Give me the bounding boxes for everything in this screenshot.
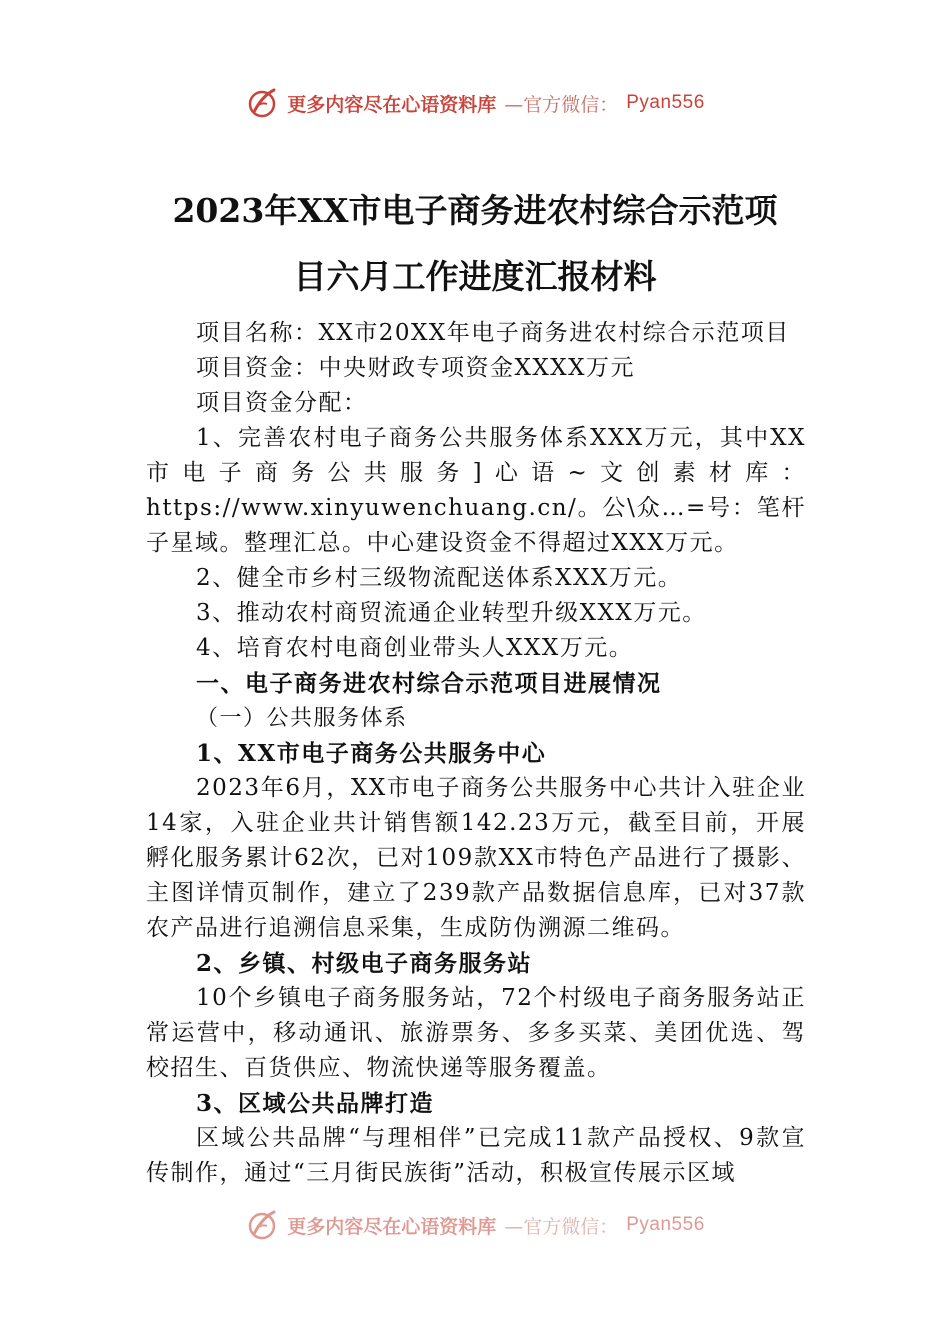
allocation-item-1: 1、完善农村电子商务公共服务体系XXX万元，其中XX市电子商务公共服务]心语~文创素材库：https://www.xinyuwenchuang.cn/。公\众…=号：笔杆子星域。整理汇总。中心建设资金不得超过XXX万元。 xyxy=(146,425,806,556)
document-body xyxy=(146,316,806,1191)
fund-allocation: 项目资金分配： xyxy=(196,390,368,416)
section-heading-1: 一、电子商务进农村综合示范项目进展情况 xyxy=(196,670,662,697)
title-line-1: 2023年XX市电子商务进农村综合示范项 xyxy=(172,191,778,230)
watermark-footer xyxy=(0,1208,950,1242)
subsection-heading-1: （一）公共服务体系 xyxy=(196,706,408,731)
paragraph-regional-brand: 区域公共品牌“与理相伴”已完成11款产品授权、9款宣传制作，通过“三月街民族街”活动，积极宣传展示区域 xyxy=(146,1125,806,1186)
title-line-2: 目六月工作进度汇报材料 xyxy=(293,257,657,296)
heading-regional-brand: 3、区域公共品牌打造 xyxy=(196,1090,435,1117)
allocation-item-4: 4、培育农村电商创业带头人XXX万元。 xyxy=(196,635,634,661)
brush-logo-icon xyxy=(245,1208,279,1242)
allocation-item-2: 2、健全市乡村三级物流配送体系XXX万元。 xyxy=(196,565,683,591)
heading-service-center: 1、XX市电子商务公共服务中心 xyxy=(196,740,547,767)
allocation-item-3: 3、推动农村商贸流通企业转型升级XXX万元。 xyxy=(196,600,707,626)
watermark-dash: —官方微信： xyxy=(504,1215,619,1238)
paragraph-service-center: 2023年6月，XX市电子商务公共服务中心共计入驻企业14家，入驻企业共计销售额142.23万元，截至目前，开展孵化服务累计62次，已对109款XX市特色产品进行了摄影、主图详情页制作，建立了239款产品数据信息库，已对37款农产品进行追溯信息采集，生成防伪溯源二维码。 xyxy=(146,775,806,941)
watermark-wechat-id: Pyan556 xyxy=(626,1214,705,1235)
brush-logo-icon xyxy=(245,86,279,120)
paragraph-service-stations: 10个乡镇电子商务服务站，72个村级电子商务服务站正常运营中，移动通讯、旅游票务、多多买菜、美团优选、驾校招生、百货供应、物流快递等服务覆盖。 xyxy=(146,985,806,1081)
watermark-brand: 更多内容尽在心语资料库 xyxy=(287,93,497,116)
heading-service-stations: 2、乡镇、村级电子商务服务站 xyxy=(196,950,533,977)
document-title xyxy=(0,178,950,310)
watermark-wechat-id: Pyan556 xyxy=(626,92,705,113)
watermark-brand: 更多内容尽在心语资料库 xyxy=(287,1215,497,1238)
watermark-header xyxy=(0,86,950,120)
project-name: 项目名称：XX市20XX年电子商务进农村综合示范项目 xyxy=(196,320,790,346)
project-funds: 项目资金：中央财政专项资金XXXX万元 xyxy=(196,355,635,381)
watermark-dash: —官方微信： xyxy=(504,93,619,116)
